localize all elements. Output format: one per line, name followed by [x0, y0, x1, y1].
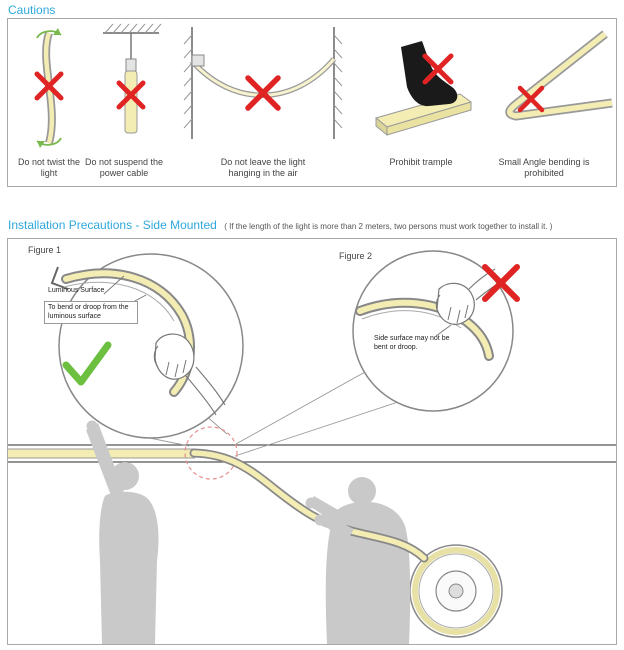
suspend-illustration [103, 24, 161, 133]
installation-illustration [8, 239, 616, 644]
figure1-note-box: To bend or droop from the luminous surface [44, 301, 138, 324]
wall-hatching [184, 35, 342, 128]
figure2-label: Figure 2 [339, 251, 373, 261]
caution-caption-bend: Small Angle bending is prohibited [498, 157, 590, 178]
figure1-label: Figure 1 [28, 245, 62, 255]
ceiling-hatching [105, 24, 161, 33]
bend-illustration [510, 34, 612, 116]
caution-caption-trample: Prohibit trample [389, 157, 453, 167]
cautions-box [7, 18, 617, 187]
twist-illustration [37, 28, 61, 148]
figure2-magnifier [353, 251, 517, 411]
boot-icon [401, 41, 457, 106]
caution-caption-suspend: Do not suspend the power cable [84, 157, 164, 178]
worker-right-silhouette [326, 477, 410, 644]
installation-header [8, 216, 552, 234]
luminous-surface-callout: Luminous Surface [48, 287, 105, 294]
figure2-note: Side surface may not be bent or droop. [374, 335, 450, 351]
caution-caption-hanging: Do not leave the light hanging in the air [220, 157, 306, 178]
installation-title: Installation Precautions - Side Mounted [8, 218, 217, 232]
hanging-illustration [184, 27, 342, 139]
caution-caption-twist: Do not twist the light [17, 157, 81, 178]
figure1-magnifier [52, 254, 243, 438]
installation-box [7, 238, 617, 645]
trample-illustration [376, 41, 471, 135]
cautions-title: Cautions [8, 3, 56, 17]
installation-note: ( If the length of the light is more than 2 meters, two persons must work together to install it. ) [224, 222, 553, 231]
